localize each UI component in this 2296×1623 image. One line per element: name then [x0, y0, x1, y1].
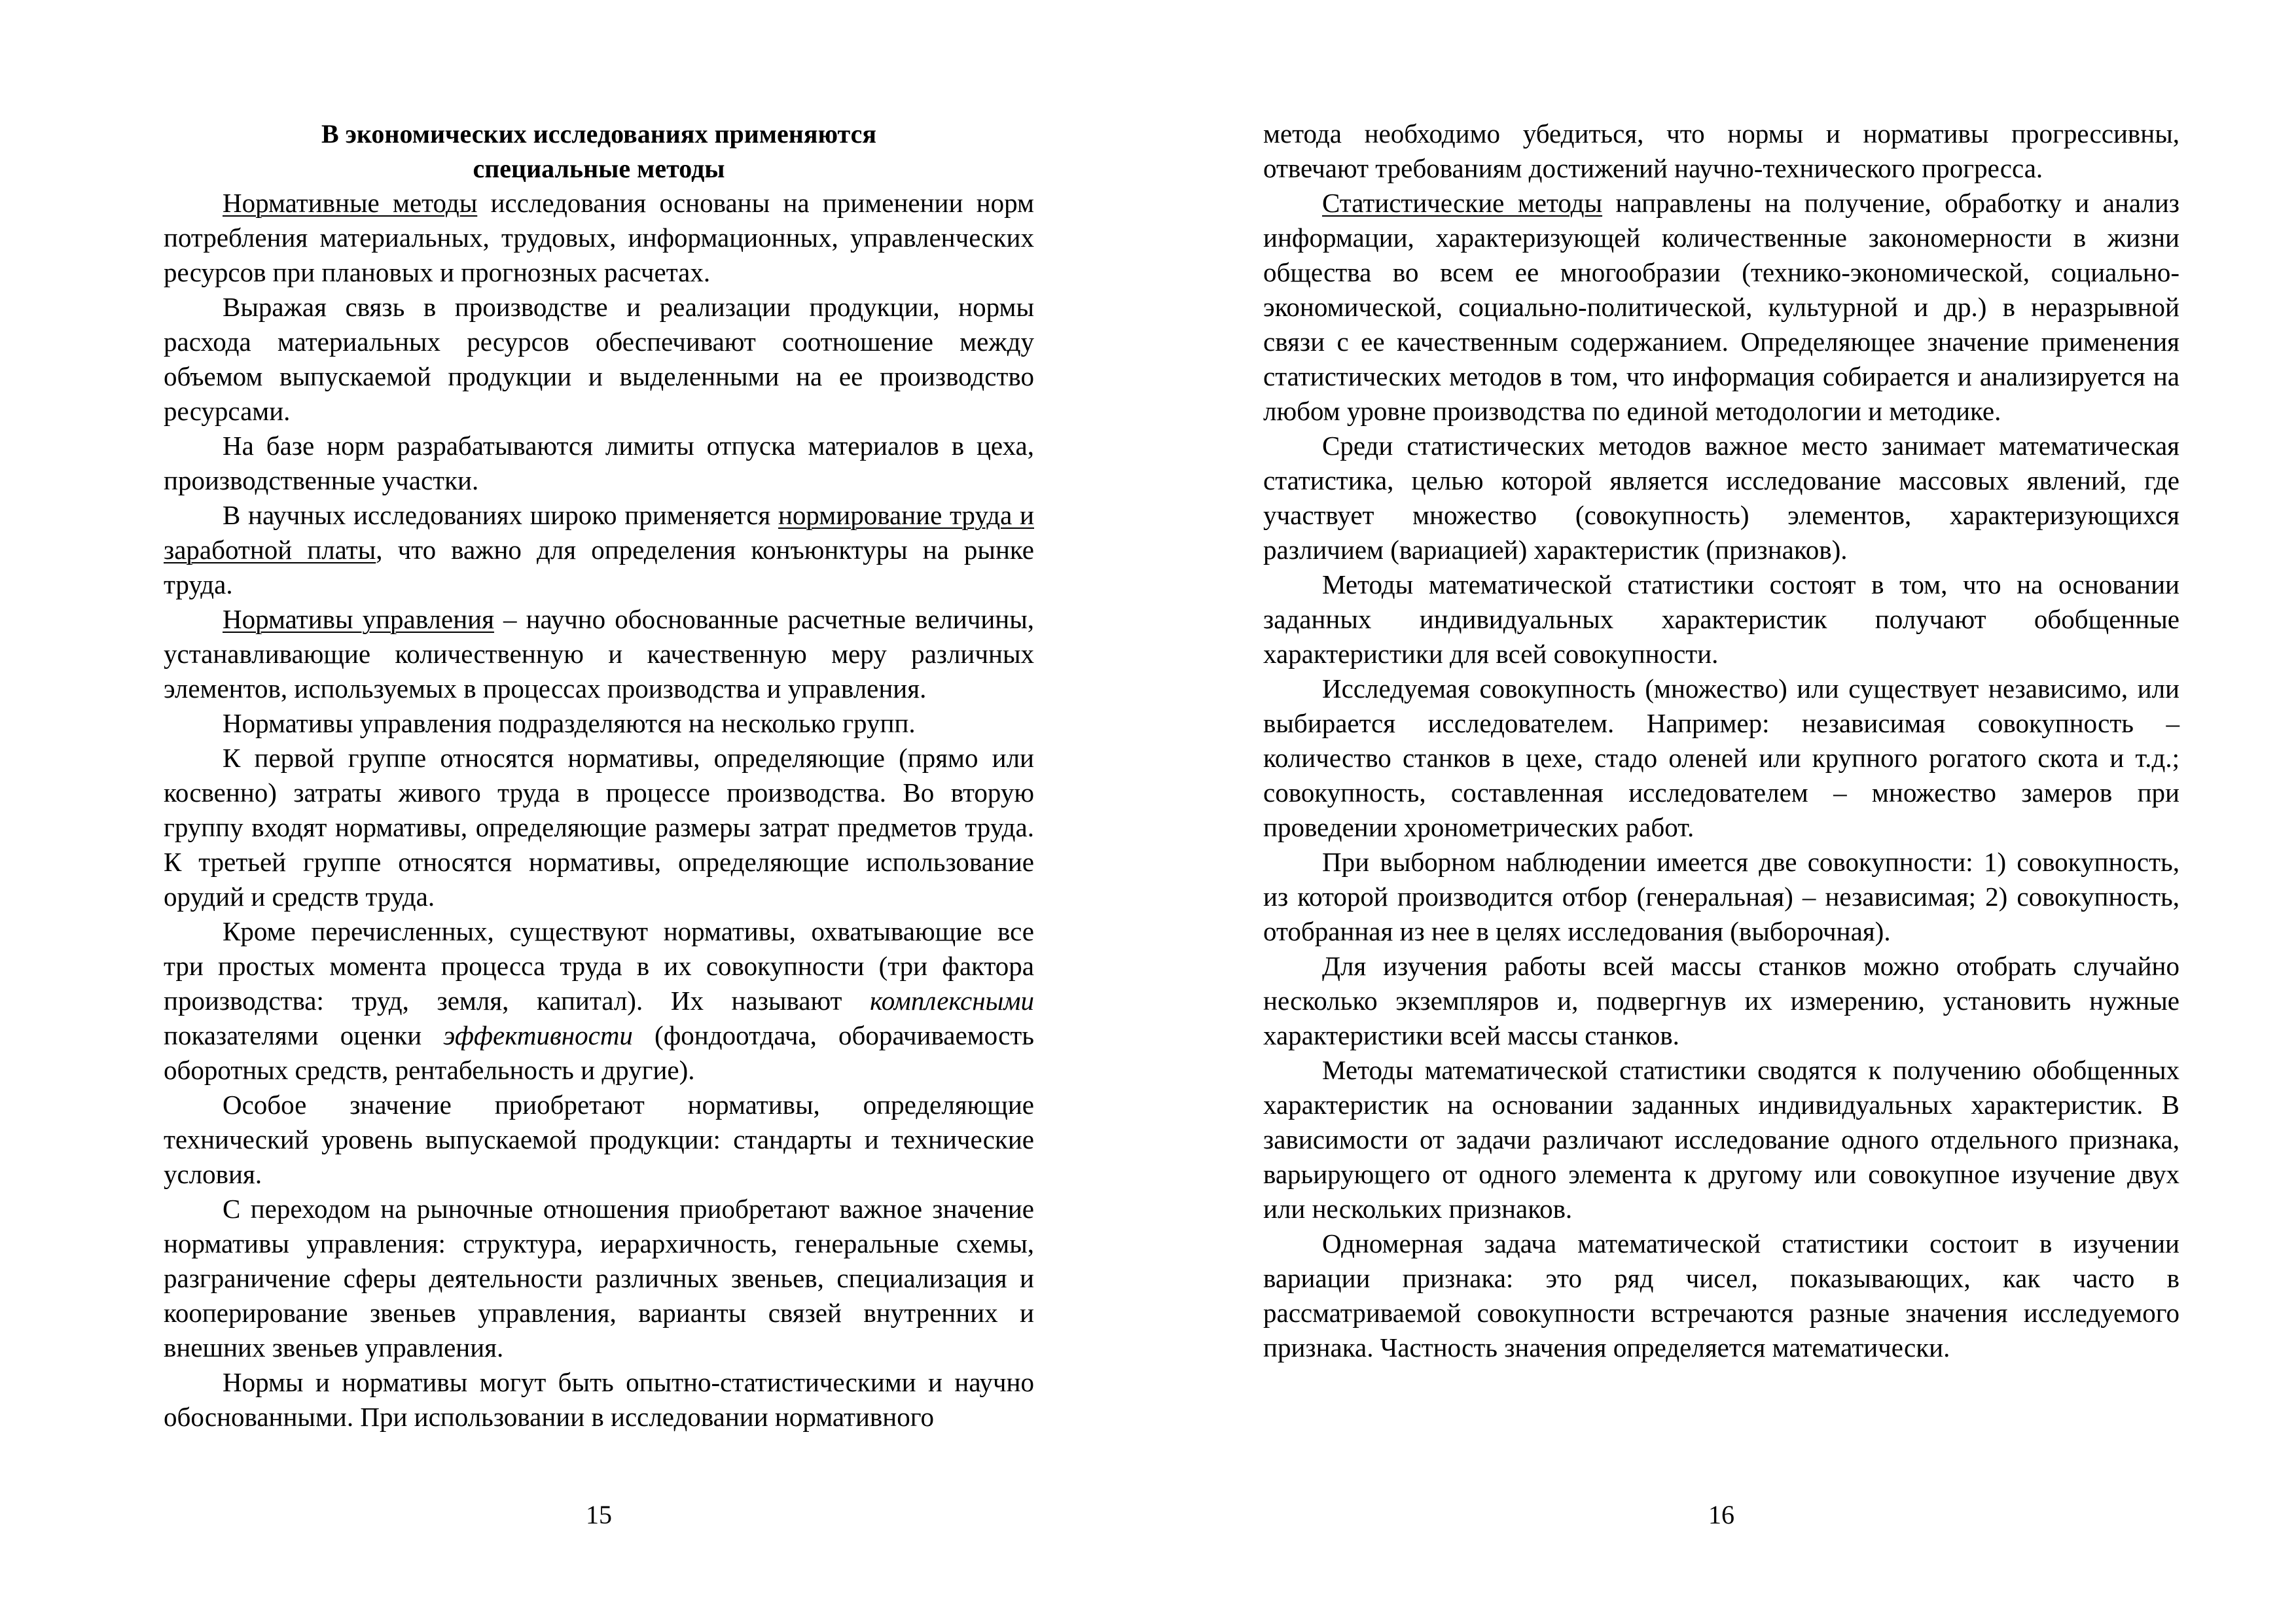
- right-page: [1263, 0, 2179, 1623]
- paragraph-sampling: При выборном наблюдении имеется две совокупности: 1) совокупность, из которой производится отбор (генеральная) – независимая; 2) совокупность, отобранная из нее в целях исследования (выборочная).: [1263, 847, 2179, 946]
- paragraph-norm-types: Нормы и нормативы могут быть опытно-статистическими и научно обоснованными. При использовании в исследовании нормативного: [164, 1367, 1034, 1432]
- paragraph-management-norms: Нормативы управления – научно обоснованные расчетные величины, устанавливающие количественную и качественную меру различных элементов, используемых в процессах производства и управления.: [164, 604, 1034, 704]
- page-number-left: 15: [586, 1500, 612, 1529]
- paragraph-methods-essence: Методы математической статистики состоят в том, что на основании заданных индивидуальных характеристик получают обобщенные характеристики для всей совокупности.: [1263, 569, 2179, 669]
- paragraph-limits: На базе норм разрабатываются лимиты отпуска материалов в цеха, производственные участки.: [164, 431, 1034, 495]
- paragraph-material-norms: Выражая связь в производстве и реализации продукции, нормы расхода материальных ресурсов обеспечивают соотношение между объемом выпускаемой продукции и выделенными на ее производство ресурсами.: [164, 292, 1034, 426]
- left-page-content: [164, 116, 1034, 1435]
- paragraph-generalized: Методы математической статистики сводятся к получению обобщенных характеристик на основании заданных индивидуальных характеристик. В зависимости от задачи различают исследование одного отдельного признака, варьирующего от одного элемента к другому или совокупное изучение двух или нескольких признаков.: [1263, 1055, 2179, 1224]
- paragraph-statistical-methods: Статистические методы направлены на получение, обработку и анализ информации, характеризующей количественные закономерности в жизни общества во всем ее многообразии (технико-экономической, социально-экономической, социально-политической, культурной и др.) в неразрывной связи с ее качественным содержанием. Определяющее значение применения статистических методов в том, что информация собирается и анализируется на любом уровне производства по единой методологии и методике.: [1263, 188, 2179, 426]
- paragraph-market-relations: С переходом на рыночные отношения приобретают важное значение нормативы управления: структура, иерархичность, генеральные схемы, разграничение сферы деятельности различных звеньев, специализация и кооперирование звеньев управления, варианты связей внутренних и внешних звеньев управления.: [164, 1194, 1034, 1363]
- section-title-line-2: специальные методы: [473, 154, 725, 183]
- paragraph-first-group: К первой группе относятся нормативы, определяющие (прямо или косвенно) затраты живого труда в процессе производства. Во вторую группу входят нормативы, определяющие размеры затрат предметов труда. К третьей группе относятся нормативы, определяющие использование орудий и средств труда.: [164, 743, 1034, 912]
- paragraph-continuation: метода необходимо убедиться, что нормы и нормативы прогрессивны, отвечают требованиям достижений научно-технического прогресса.: [1263, 118, 2179, 183]
- section-title: [164, 116, 1034, 186]
- paragraph-math-statistics: Среди статистических методов важное место занимает математическая статистика, целью которой является исследование массовых явлений, где участвует множество (совокупность) элементов, характеризующихся различием (вариацией) характеристик (признаков).: [1263, 431, 2179, 565]
- page-number-right: 16: [1708, 1500, 1734, 1529]
- term-management-norms: Нормативы управления: [223, 604, 494, 634]
- section-title-line-1: В экономических исследованиях применяются: [321, 119, 877, 149]
- term-labor-norming: нормирование труда и заработной платы: [164, 500, 1034, 565]
- paragraph-population: Исследуемая совокупность (множество) или существует независимо, или выбирается исследователем. Например: независимая совокупность – количество станков в цехе, стадо оленей или крупного рогатого скота и т.д.; совокупность, составленная исследователем – множество замеров при проведении хронометрических работ.: [1263, 673, 2179, 842]
- paragraph-complex-indicators: Кроме перечисленных, существуют нормативы, охватывающие все три простых момента процесса труда в их совокупности (три фактора производства: труд, земля, капитал). Их называют комплексными показателями оценки эффективности (фондоотдача, оборачиваемость оборотных средств, рентабельность и другие).: [164, 916, 1034, 1085]
- term-complex: комплексными: [870, 986, 1034, 1016]
- term-statistical-methods: Статистические методы: [1322, 188, 1603, 218]
- left-page: [164, 0, 1034, 1623]
- paragraph-one-dimensional: Одномерная задача математической статистики состоит в изучении вариации признака: это ряд чисел, показывающих, как часто в рассматриваемой совокупности встречаются разные значения исследуемого признака. Частность значения определяется математически.: [1263, 1228, 2179, 1363]
- term-efficiency: эффективности: [443, 1020, 633, 1050]
- paragraph-groups: Нормативы управления подразделяются на несколько групп.: [223, 708, 916, 738]
- right-page-content: [1263, 116, 2179, 1365]
- paragraph-labor-norming: В научных исследованиях широко применяется нормирование труда и заработной платы, что важно для определения конъюнктуры на рынке труда.: [164, 500, 1035, 599]
- term-normative-methods: Нормативные методы: [223, 188, 478, 218]
- paragraph-technical-level: Особое значение приобретают нормативы, определяющие технический уровень выпускаемой продукции: стандарты и технические условия.: [164, 1090, 1034, 1189]
- paragraph-machines-example: Для изучения работы всей массы станков можно отобрать случайно несколько экземпляров и, подвергнув их измерению, установить нужные характеристики всей массы станков.: [1263, 951, 2179, 1050]
- paragraph-normative-methods: Нормативные методы исследования основаны на применении норм потребления материальных, трудовых, информационных, управленческих ресурсов при плановых и прогнозных расчетах.: [164, 188, 1034, 287]
